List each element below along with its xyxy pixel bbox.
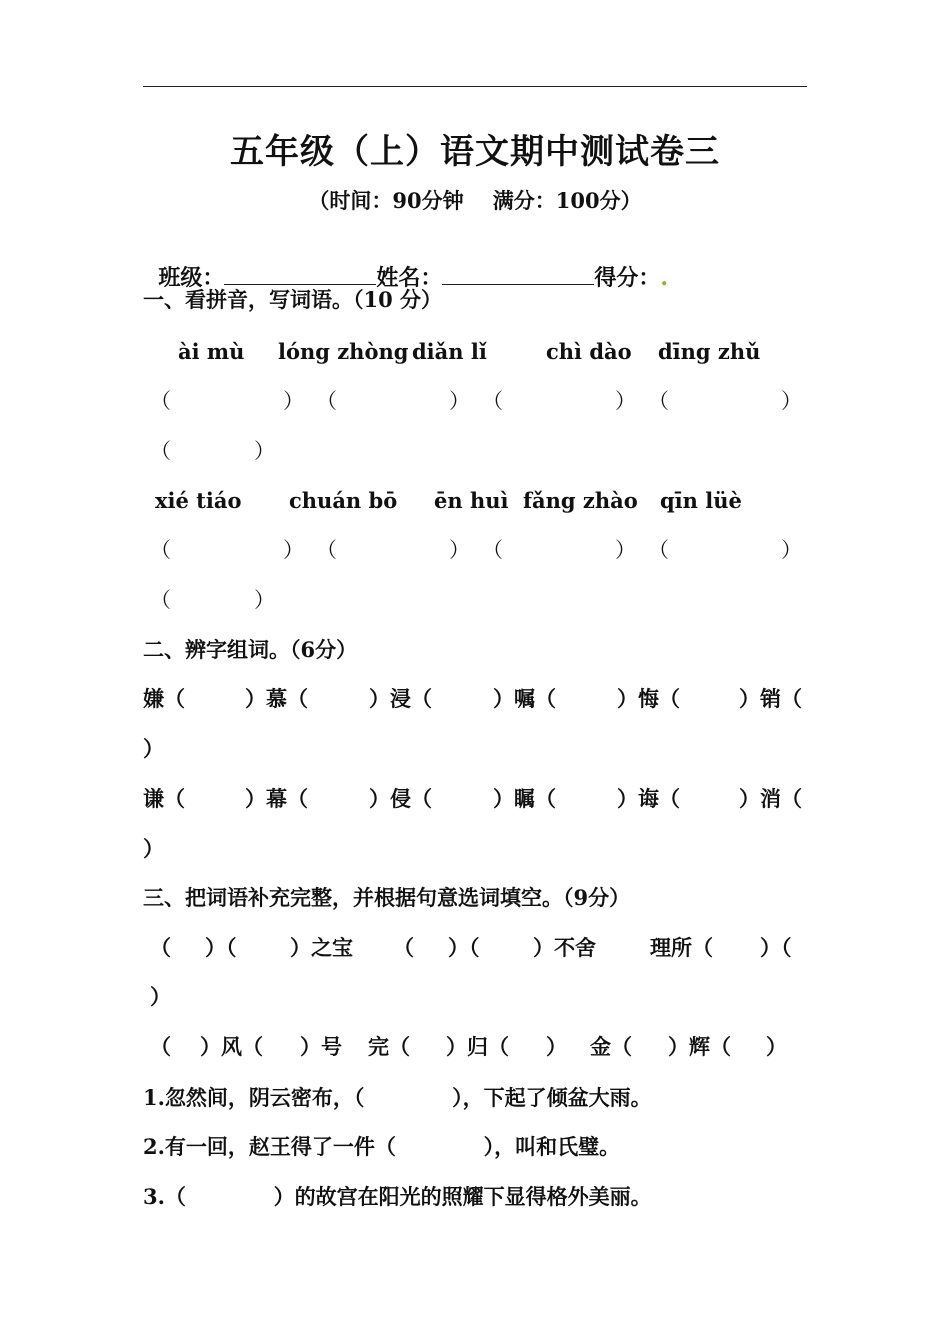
idiom-part: ）归（ (446, 1034, 509, 1059)
idiom-part: ） (546, 1034, 567, 1059)
blank-open: （ (482, 389, 503, 413)
idiom-part: ）（ (205, 935, 237, 960)
pinyin-item: xié tiáo (155, 488, 242, 513)
char-item-end: ） (143, 736, 164, 761)
char-item: 谦（ (143, 786, 185, 811)
char-item: ）销（ (739, 686, 802, 711)
idiom-part: ）不舍 (533, 935, 596, 960)
idiom-part: 理所（ (650, 935, 713, 960)
idiom-part: （ (150, 1034, 171, 1059)
pinyin-item: ài mù (178, 339, 245, 364)
char-item: 嫌（ (143, 686, 185, 711)
page-title: 五年级（上）语文期中测试卷三 (230, 132, 720, 172)
char-item: ）慕（ (245, 686, 308, 711)
blank-close: ） (781, 538, 802, 562)
pinyin-item: fǎng zhào (523, 488, 638, 513)
pinyin-item: qīn lüè (660, 488, 742, 513)
idiom-part: ） (766, 1034, 787, 1059)
blank-open: （ (150, 538, 171, 562)
blank-close: ） (449, 538, 470, 562)
char-item: ）幕（ (245, 786, 308, 811)
idiom-part: ）之宝 (290, 935, 353, 960)
idiom-part: ）号 (300, 1034, 342, 1059)
pinyin-item: chì dào (546, 339, 632, 364)
blank-close: ） (615, 538, 636, 562)
blank-open: （ (150, 588, 171, 612)
class-field[interactable] (224, 264, 376, 285)
blank-open: （ (648, 538, 669, 562)
char-item: ）嘱（ (493, 686, 556, 711)
char-item: ）浸（ (369, 686, 432, 711)
idiom-part: 完（ (368, 1034, 410, 1059)
section3-heading: 三、把词语补充完整，并根据句意选词填空。（9分） (143, 885, 631, 910)
blank-open: （ (482, 538, 503, 562)
idiom-part: ）风（ (200, 1034, 263, 1059)
score-mark: . (660, 265, 669, 291)
blank-close: ） (449, 389, 470, 413)
blank-close: ） (283, 389, 304, 413)
pinyin-item: lóng zhòng (278, 339, 409, 364)
char-item: ）悔（ (617, 686, 680, 711)
pinyin-item: dīng zhǔ (658, 339, 761, 364)
section2-heading: 二、辨字组词。（6分） (143, 637, 358, 662)
fill-sentence-2: 2.有一回，赵王得了一件（ ），叫和氏璧。 (143, 1134, 621, 1159)
class-label: 班级： (158, 265, 225, 291)
header-rule (143, 86, 807, 87)
blank-open: （ (150, 439, 171, 463)
blank-close: ） (254, 439, 275, 463)
exam-time-and-score: （时间：90分钟 满分：100分） (308, 188, 642, 213)
idiom-part-end: ） (150, 984, 171, 1009)
idiom-part: ）（ (760, 935, 792, 960)
idiom-part: （ (150, 935, 171, 960)
score-label: 得分： (594, 265, 661, 291)
blank-open: （ (150, 389, 171, 413)
blank-open: （ (648, 389, 669, 413)
blank-open: （ (316, 538, 337, 562)
pinyin-item: ēn huì (434, 488, 509, 513)
fill-sentence-3: 3.（ ）的故宫在阳光的照耀下显得格外美丽。 (143, 1184, 652, 1209)
pinyin-item: chuán bō (289, 488, 398, 513)
fill-sentence-1: 1.忽然间，阴云密布，（ ），下起了倾盆大雨。 (143, 1085, 652, 1110)
blank-close: ） (283, 538, 304, 562)
section1-heading: 一、看拼音，写词语。（10 分） (143, 287, 443, 312)
blank-open: （ (316, 389, 337, 413)
char-item: ）瞩（ (493, 786, 556, 811)
pinyin-item: diǎn lǐ (412, 339, 487, 364)
idiom-part: （ (393, 935, 414, 960)
char-item-end: ） (143, 836, 164, 861)
char-item: ）消（ (739, 786, 802, 811)
blank-close: ） (615, 389, 636, 413)
idiom-part: ）（ (448, 935, 480, 960)
char-item: ）侵（ (369, 786, 432, 811)
idiom-part: 金（ (590, 1034, 632, 1059)
blank-close: ） (781, 389, 802, 413)
name-label: 姓名： (376, 265, 443, 291)
blank-close: ） (254, 588, 275, 612)
char-item: ）诲（ (617, 786, 680, 811)
idiom-part: ）辉（ (668, 1034, 731, 1059)
name-field[interactable] (442, 264, 594, 285)
student-info-line (143, 238, 668, 291)
